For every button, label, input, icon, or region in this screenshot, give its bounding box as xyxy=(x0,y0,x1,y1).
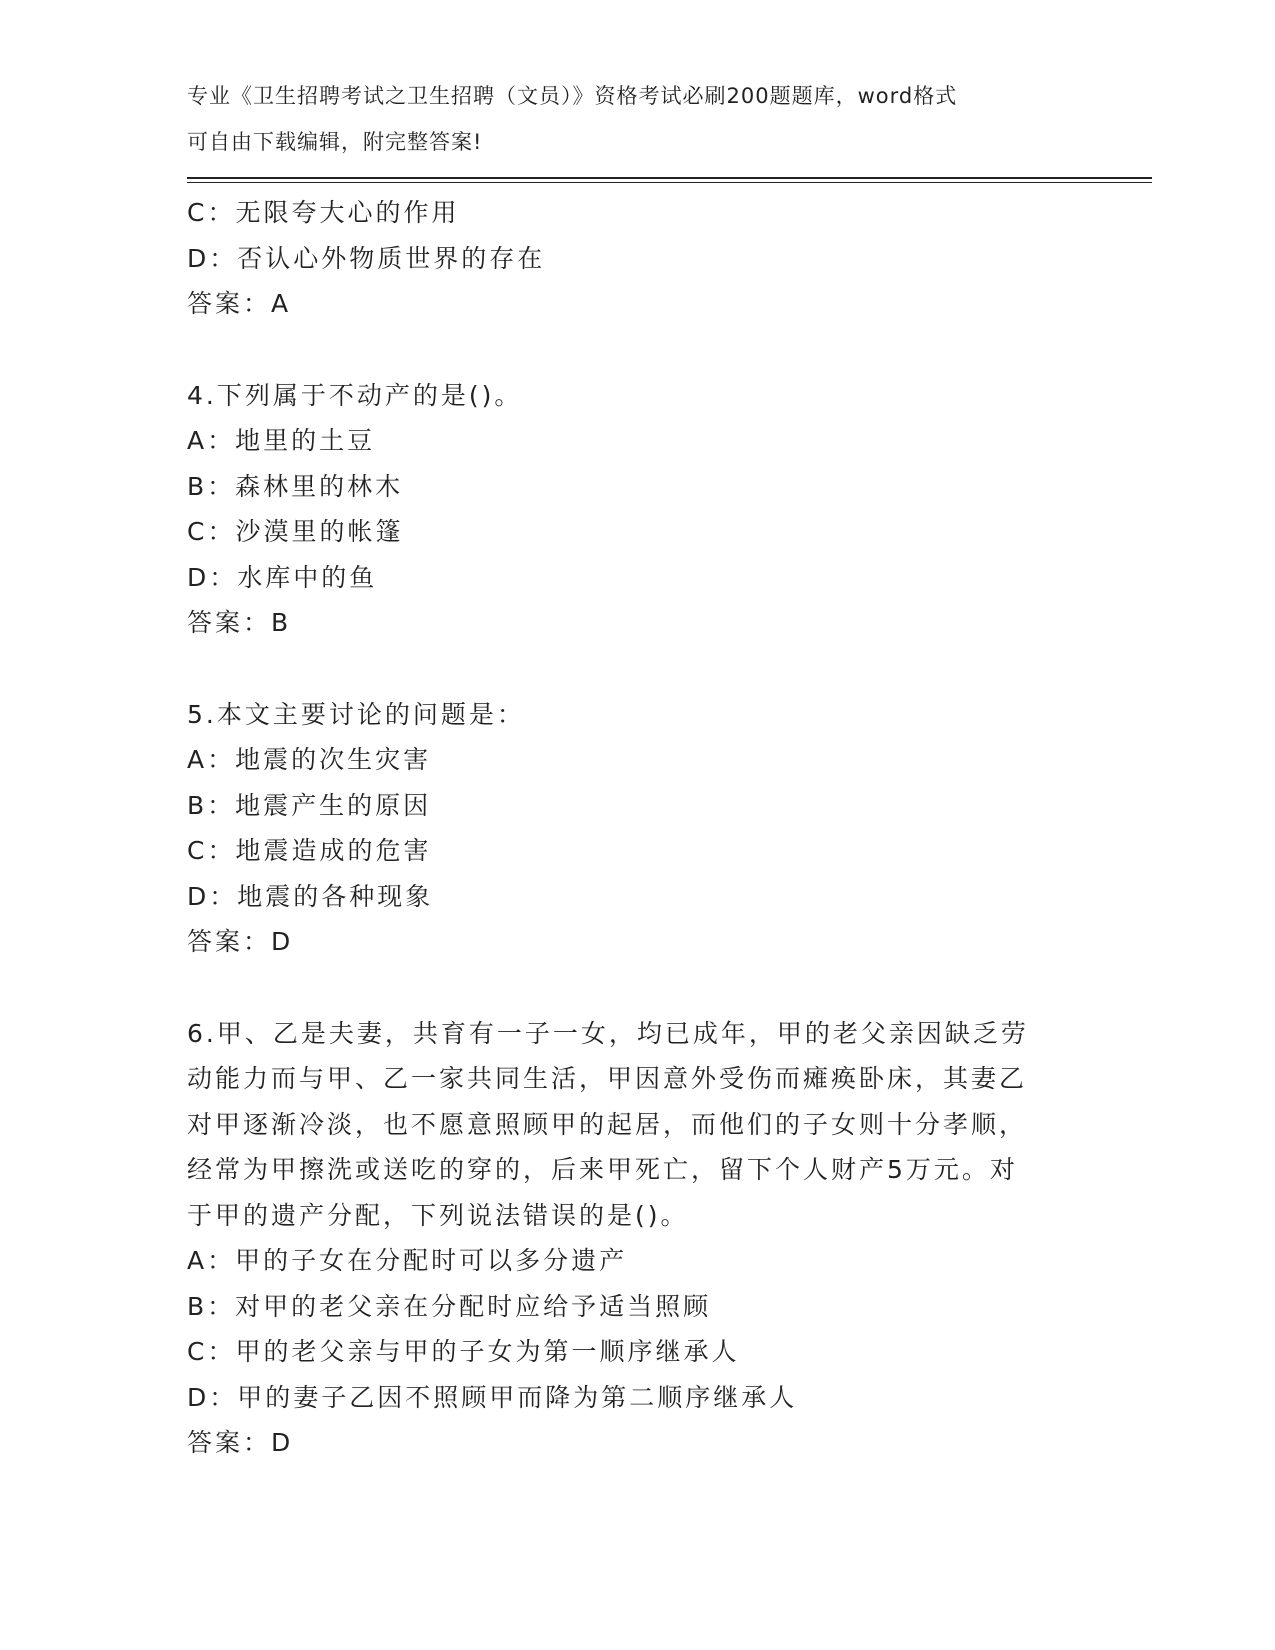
answer-line: 答案：D xyxy=(187,1428,294,1457)
option-d: D：地震的各种现象 xyxy=(187,881,434,911)
option-d: D：甲的妻子乙因不照顾甲而降为第二顺序继承人 xyxy=(187,1382,798,1412)
answer-line: 答案：B xyxy=(187,608,292,637)
option-a: A：甲的子女在分配时可以多分遗产 xyxy=(187,1246,628,1275)
option-c: C：无限夸大心的作用 xyxy=(187,198,460,227)
question-3-continued xyxy=(187,190,1067,327)
option-d: D：水库中的鱼 xyxy=(187,562,378,592)
question-stem: 动能力而与甲、乙一家共同生活，甲因意外受伤而瘫痪卧床，其妻乙 xyxy=(187,1064,1028,1093)
question-stem: 5.本文主要讨论的问题是： xyxy=(187,699,525,729)
header-line: 专业《卫生招聘考试之卫生招聘（文员）》资格考试必刷200题题库，word格式 xyxy=(187,84,958,108)
question-6 xyxy=(187,1011,1067,1466)
spacer xyxy=(187,327,1067,373)
spacer xyxy=(187,965,1067,1011)
question-4 xyxy=(187,373,1067,646)
header-divider-thin xyxy=(187,182,1152,183)
option-a: A：地里的土豆 xyxy=(187,426,376,455)
question-stem: 经常为甲擦洗或送吃的穿的，后来甲死亡，留下个人财产5万元。对 xyxy=(187,1155,1018,1184)
answer-line: 答案：D xyxy=(187,927,294,956)
document-body xyxy=(187,190,1067,1466)
option-c: C：沙漠里的帐篷 xyxy=(187,517,404,546)
option-d: D：否认心外物质世界的存在 xyxy=(187,243,546,273)
option-b: B：对甲的老父亲在分配时应给予适当照顾 xyxy=(187,1291,712,1321)
header-divider-thick xyxy=(187,177,1152,179)
option-b: B：地震产生的原因 xyxy=(187,790,432,820)
spacer xyxy=(187,646,1067,692)
question-stem: 于甲的遗产分配，下列说法错误的是()。 xyxy=(187,1200,689,1230)
question-5 xyxy=(187,692,1067,965)
answer-line: 答案：A xyxy=(187,289,292,318)
option-c: C：甲的老父亲与甲的子女为第一顺序继承人 xyxy=(187,1337,740,1366)
option-b: B：森林里的林木 xyxy=(187,471,404,501)
option-a: A：地震的次生灾害 xyxy=(187,745,432,774)
question-stem: 对甲逐渐冷淡，也不愿意照顾甲的起居，而他们的子女则十分孝顺， xyxy=(187,1109,1028,1139)
document-header xyxy=(187,74,1067,165)
question-stem: 4.下列属于不动产的是()。 xyxy=(187,380,523,410)
header-line: 可自由下载编辑，附完整答案! xyxy=(187,129,483,154)
question-stem: 6.甲、乙是夫妻，共育有一子一女，均已成年，甲的老父亲因缺乏劳 xyxy=(187,1018,1029,1048)
option-c: C：地震造成的危害 xyxy=(187,836,432,865)
